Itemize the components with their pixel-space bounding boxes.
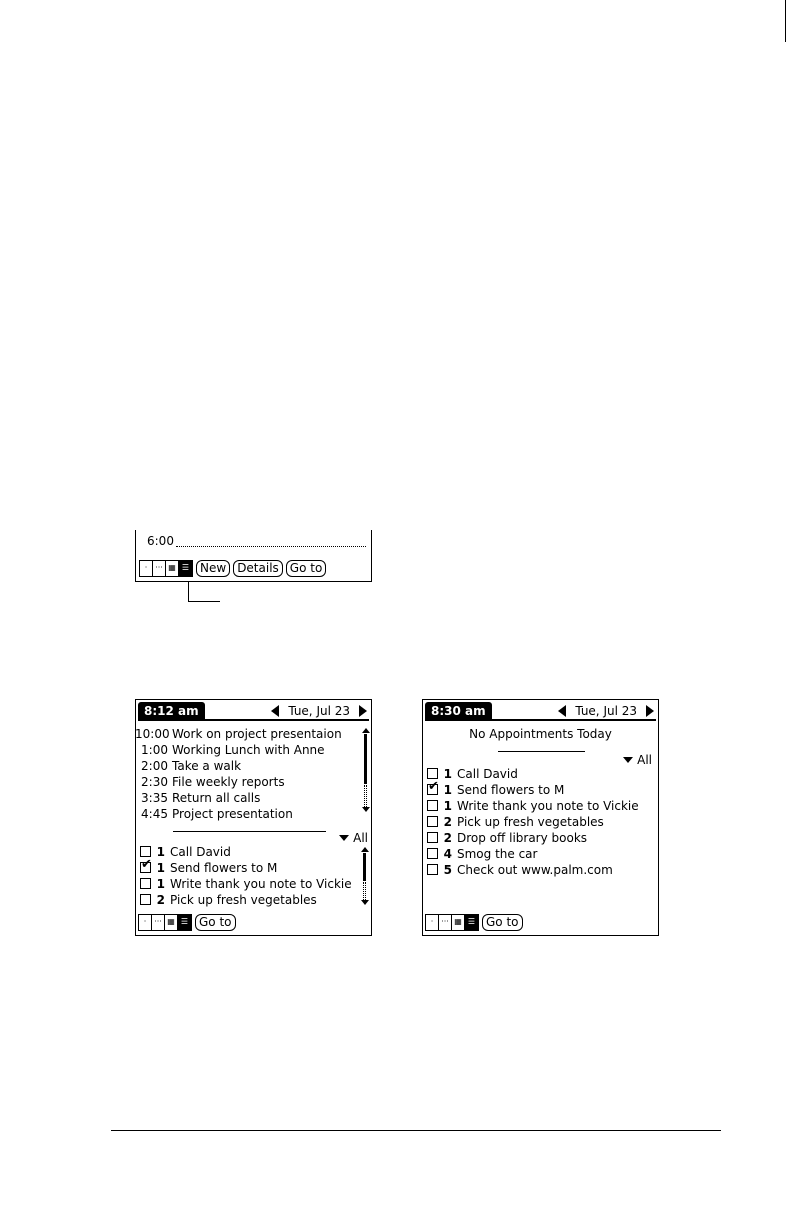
date-label[interactable]: Tue, Jul 23	[288, 703, 350, 718]
todo-item[interactable]: 1 Call David	[140, 845, 231, 860]
todo-item[interactable]: 1 Write thank you note to Vickie	[140, 877, 352, 892]
todo-checkbox[interactable]	[427, 800, 438, 811]
dropdown-arrow-icon	[623, 757, 633, 763]
time-slot-label[interactable]: 6:00	[147, 534, 174, 548]
scroll-up-icon[interactable]	[362, 728, 370, 733]
title-underline	[138, 719, 369, 721]
separator	[498, 751, 585, 752]
appointment-row[interactable]: 1:00 Working Lunch with Anne	[141, 743, 325, 757]
footer-rule	[111, 1130, 721, 1131]
next-day-arrow-icon[interactable]	[646, 705, 654, 717]
bottom-toolbar	[425, 912, 523, 932]
dropdown-arrow-icon	[339, 835, 349, 841]
category-selector[interactable]: All	[623, 753, 652, 767]
scroll-down-icon[interactable]	[361, 900, 369, 905]
todo-item[interactable]: 1 Write thank you note to Vickie	[427, 799, 639, 814]
appointment-row[interactable]: 2:30 File weekly reports	[141, 775, 285, 789]
scroll-down-icon[interactable]	[362, 807, 370, 812]
agenda-view-icon[interactable]: ☰	[465, 915, 478, 930]
clock-title[interactable]: 8:30 am	[425, 702, 492, 720]
todo-checkbox[interactable]	[140, 878, 151, 889]
todo-item[interactable]: 2 Pick up fresh vegetables	[427, 815, 604, 830]
todo-item[interactable]: 2 Pick up fresh vegetables	[140, 893, 317, 908]
appointment-row[interactable]: 4:45 Project presentation	[141, 807, 293, 821]
appointment-row[interactable]: 2:00 Take a walk	[141, 759, 242, 773]
todo-checkbox[interactable]	[427, 832, 438, 843]
date-navigator	[558, 702, 654, 719]
date-navigator	[271, 702, 367, 719]
agenda-screen-no-appointments	[422, 699, 659, 936]
callout-line	[188, 601, 220, 602]
week-view-icon[interactable]: ···	[439, 915, 452, 930]
todo-checkbox[interactable]	[427, 784, 438, 795]
view-selector	[425, 914, 479, 931]
bottom-toolbar	[139, 558, 326, 578]
month-view-icon[interactable]: ▦	[452, 915, 465, 930]
day-view-icon[interactable]: ·	[426, 915, 439, 930]
todo-item[interactable]: 5 Check out www.palm.com	[427, 863, 613, 878]
todo-item[interactable]: 4 Smog the car	[427, 847, 537, 862]
todo-checkbox[interactable]	[427, 848, 438, 859]
todo-checkbox[interactable]	[140, 894, 151, 905]
page-edge-rule	[785, 0, 786, 42]
week-view-icon[interactable]: ···	[152, 915, 165, 930]
new-button[interactable]: New	[196, 560, 230, 577]
todo-item[interactable]: 2 Drop off library books	[427, 831, 587, 846]
todo-checkbox[interactable]	[427, 816, 438, 827]
day-view-icon[interactable]: ·	[139, 915, 152, 930]
week-view-icon[interactable]: ···	[153, 561, 166, 576]
todo-checkbox[interactable]	[140, 846, 151, 857]
month-view-icon[interactable]: ▦	[166, 561, 179, 576]
todos-scrollbar[interactable]	[360, 847, 369, 905]
goto-button[interactable]: Go to	[286, 560, 327, 577]
todo-item[interactable]: 1 Call David	[427, 767, 518, 782]
agenda-view-icon[interactable]: ☰	[179, 561, 192, 576]
clock-title[interactable]: 8:12 am	[138, 702, 205, 720]
agenda-view-icon[interactable]: ☰	[178, 915, 191, 930]
todo-item[interactable]: ✔1 Send flowers to M	[140, 861, 277, 876]
date-label[interactable]: Tue, Jul 23	[575, 703, 637, 718]
title-underline	[425, 719, 656, 721]
bottom-toolbar	[138, 912, 236, 932]
previous-day-arrow-icon[interactable]	[558, 705, 566, 717]
appointments-scrollbar[interactable]	[361, 728, 370, 812]
next-day-arrow-icon[interactable]	[359, 705, 367, 717]
todo-checkbox[interactable]	[140, 862, 151, 873]
appointment-row[interactable]: 10:00 Work on project presentaion	[135, 727, 342, 741]
previous-day-arrow-icon[interactable]	[271, 705, 279, 717]
day-view-icon[interactable]: ·	[140, 561, 153, 576]
view-selector	[139, 560, 193, 577]
callout-line	[188, 581, 189, 602]
scroll-up-icon[interactable]	[361, 847, 369, 852]
todo-checkbox[interactable]	[427, 864, 438, 875]
category-selector[interactable]: All	[339, 831, 368, 845]
goto-button[interactable]: Go to	[195, 914, 236, 931]
agenda-screen-with-appointments	[135, 699, 372, 936]
separator	[173, 831, 326, 832]
details-button[interactable]: Details	[233, 560, 283, 577]
cropped-day-view	[135, 530, 372, 582]
month-view-icon[interactable]: ▦	[165, 915, 178, 930]
goto-button[interactable]: Go to	[482, 914, 523, 931]
todo-checkbox[interactable]	[427, 768, 438, 779]
no-appointments-message: No Appointments Today	[469, 727, 612, 741]
todo-item[interactable]: ✔1 Send flowers to M	[427, 783, 564, 798]
view-selector	[138, 914, 192, 931]
time-slot-line[interactable]	[176, 546, 366, 547]
appointment-row[interactable]: 3:35 Return all calls	[141, 791, 261, 805]
